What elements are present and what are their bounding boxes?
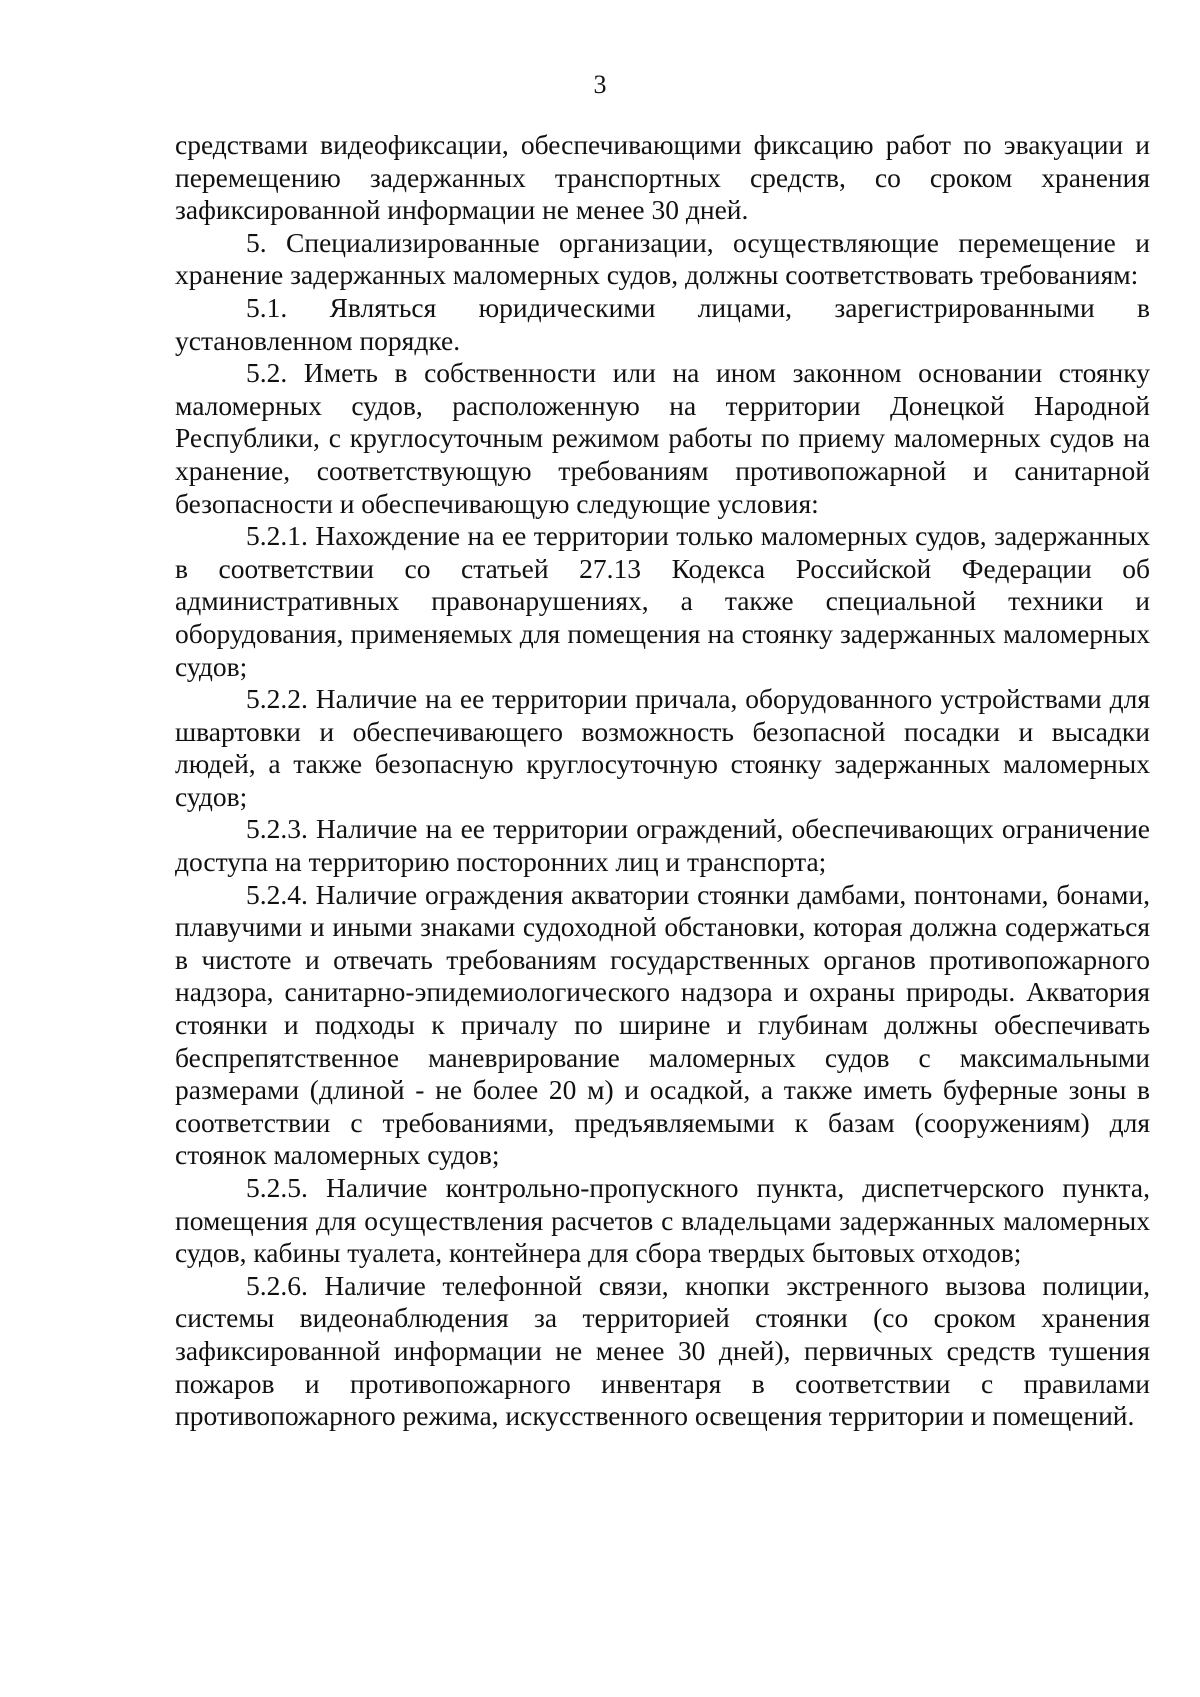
paragraph-5-2-3: 5.2.3. Наличие на ее территории ограждений, обеспечивающих ограничение доступа на территорию посторонних лиц и транспорта; xyxy=(175,813,1150,878)
paragraph-continuation: средствами видеофиксации, обеспечивающими фиксацию работ по эвакуации и перемещению задержанных транспортных средств, со сроком хранения зафиксированной информации не менее 30 дней. xyxy=(175,129,1150,226)
document-body xyxy=(175,129,1150,1433)
paragraph-5-2-2: 5.2.2. Наличие на ее территории причала, оборудованного устройствами для швартовки и обеспечивающего возможность безопасной посадки и высадки людей, а также безопасную круглосуточную стоянку задержанных маломерных судов; xyxy=(175,683,1150,812)
paragraph-5-2-4: 5.2.4. Наличие ограждения акватории стоянки дамбами, понтонами, бонами, плавучими и иными знаками судоходной обстановки, которая должна содержаться в чистоте и отвечать требованиям государственных органов противопожарного надзора, санитарно-эпидемиологического надзора и охраны природы. Акватория стоянки и подходы к причалу по ширине и глубинам должны обеспечивать беспрепятственное маневрирование маломерных судов с максимальными размерами (длиной - не более 20 м) и осадкой, а также иметь буферные зоны в соответствии с требованиями, предъявляемыми к базам (сооружениям) для стоянок маломерных судов; xyxy=(175,878,1150,1171)
paragraph-5: 5. Специализированные организации, осуществляющие перемещение и хранение задержанных маломерных судов, должны соответствовать требованиям: xyxy=(175,226,1150,291)
paragraph-5-2: 5.2. Иметь в собственности или на ином законном основании стоянку маломерных судов, расположенную на территории Донецкой Народной Республики, с круглосуточным режимом работы по приему маломерных судов на хранение, соответствующую требованиям противопожарной и санитарной безопасности и обеспечивающую следующие условия: xyxy=(175,357,1150,519)
paragraph-5-1: 5.1. Являться юридическими лицами, зарегистрированными в установленном порядке. xyxy=(175,291,1150,356)
page-number: 3 xyxy=(593,70,607,99)
paragraph-5-2-5: 5.2.5. Наличие контрольно-пропускного пункта, диспетчерского пункта, помещения для осуществления расчетов с владельцами задержанных маломерных судов, кабины туалета, контейнера для сбора твердых бытовых отходов; xyxy=(175,1172,1150,1269)
paragraph-5-2-6: 5.2.6. Наличие телефонной связи, кнопки экстренного вызова полиции, системы видеонаблюдения за территорией стоянки (со сроком хранения зафиксированной информации не менее 30 дней), первичных средств тушения пожаров и противопожарного инвентаря в соответствии с правилами противопожарного режима, искусственного освещения территории и помещений. xyxy=(175,1269,1150,1432)
paragraph-5-2-1: 5.2.1. Нахождение на ее территории только маломерных судов, задержанных в соответствии со статьей 27.13 Кодекса Российской Федерации об административных правонарушениях, а также специальной техники и оборудования, применяемых для помещения на стоянку задержанных маломерных судов; xyxy=(175,520,1150,682)
